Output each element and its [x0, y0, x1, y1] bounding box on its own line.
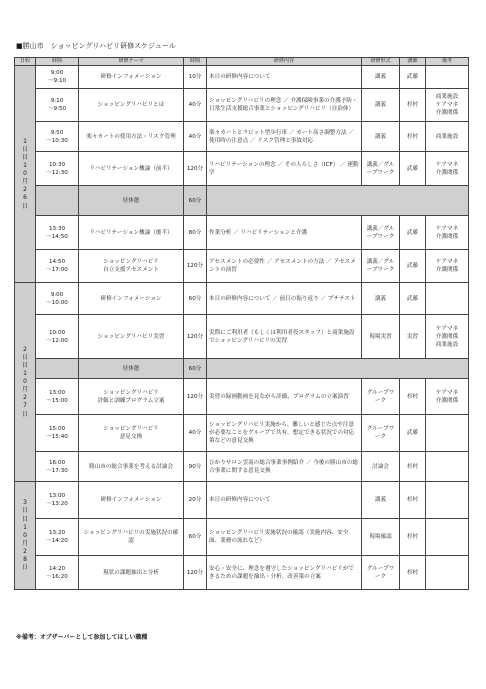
format-cell: 講義／グループワーク: [362, 216, 400, 250]
remarks-cell: 商業施設 ケアマネ 介護関係: [426, 89, 469, 122]
theme-cell: ショッピングリハビリとは: [79, 89, 184, 122]
lecturer-cell: 武藤: [400, 216, 426, 250]
break-row: [15, 359, 469, 379]
minutes-cell: 90分: [184, 452, 207, 482]
format-cell: 現場確認: [362, 519, 400, 556]
lecturer-cell: 杉村: [400, 482, 426, 519]
format-cell: 講義: [362, 482, 400, 519]
theme-cell: ショッピングリハビリ 意見交換: [79, 415, 184, 452]
content-cell: 本日の研修内容について: [207, 482, 362, 519]
header-minutes: 時間: [184, 58, 207, 66]
time-cell: 14:20 〜16:20: [36, 556, 79, 590]
day-label: 1 日 目 1 0 月 2 6 日: [15, 66, 36, 283]
day-label: 3 日 目 1 0 月 2 8 日: [15, 482, 36, 590]
time-cell: 10:30 〜12:30: [36, 152, 79, 186]
time-cell: [36, 186, 79, 216]
time-cell: 13:00 〜13:20: [36, 482, 79, 519]
content-cell: ショッピングリハビリ実施状況の確認（実施内容、安全面、業務の流れなど）: [207, 519, 362, 556]
theme-cell: 昼休憩: [79, 186, 184, 216]
content-cell: 本日の研修内容について: [207, 66, 362, 89]
minutes-cell: 120分: [184, 152, 207, 186]
content-cell: 本日の研修内容について ／ 前日の振り返り ／ プチテスト: [207, 283, 362, 315]
schedule-row: [15, 122, 469, 152]
header-day: 日程: [15, 58, 36, 66]
empty-cell: [207, 359, 469, 379]
content-cell: ショッピングリハビリの理念 ／ 介護保険事業の介護予防・日常生活支援総合事業とショッピングリハビリ（自治体）: [207, 89, 362, 122]
content-cell: ひかりサロン雲南の総合事業事例紹介 ／ 今後の勝山市の総合事業に関する意見交換: [207, 452, 362, 482]
remarks-cell: [426, 66, 469, 89]
minutes-cell: 40分: [184, 415, 207, 452]
time-cell: 16:00 〜17:30: [36, 452, 79, 482]
schedule-row: [15, 556, 469, 590]
theme-cell: ショッピングリハビリ 評価と訓練プログラム立案: [79, 379, 184, 415]
minutes-cell: 40分: [184, 89, 207, 122]
header-remarks: 備考: [426, 58, 469, 66]
theme-cell: ショッピングリハビリ 自立支援アセスメント: [79, 250, 184, 283]
schedule-row: [15, 250, 469, 283]
remarks-cell: [426, 452, 469, 482]
remarks-cell: [426, 556, 469, 590]
theme-cell: 研修インフォメーション: [79, 66, 184, 89]
remarks-cell: ケアマネ 介護関係: [426, 216, 469, 250]
theme-cell: ショッピングリハビリの実施状況の確認: [79, 519, 184, 556]
content-cell: リハビリテーションの理念 ／ その人らしさ（ICF） ／ 運動学: [207, 152, 362, 186]
content-cell: アセスメントの必要性 ／ アセスメントの方法 ／ アセスメントの演習: [207, 250, 362, 283]
lecturer-cell: 杉村: [400, 556, 426, 590]
time-cell: 10:00 〜12:00: [36, 315, 79, 359]
empty-cell: [207, 186, 469, 216]
time-cell: 9:10 〜9:50: [36, 89, 79, 122]
time-cell: 15:00 〜15:40: [36, 415, 79, 452]
format-cell: 講義／グループワーク: [362, 250, 400, 283]
minutes-cell: 60分: [184, 519, 207, 556]
lecturer-cell: 杉村: [400, 519, 426, 556]
footnote: ※備考：オブザーバーとして参加してほしい職種: [16, 634, 148, 641]
format-cell: グループワーク: [362, 556, 400, 590]
lecturer-cell: 杉村: [400, 122, 426, 152]
remarks-cell: [426, 519, 469, 556]
time-cell: 9:00 〜9:10: [36, 66, 79, 89]
format-cell: 講義: [362, 89, 400, 122]
remarks-cell: ケアマネ 介護関係 商業施設: [426, 315, 469, 359]
schedule-row: [15, 283, 469, 315]
format-cell: 講義: [362, 122, 400, 152]
schedule-row: [15, 519, 469, 556]
content-cell: 安心・安全に、理念を遵守したショッピングリハビリができるための課題を抽出・分析、改善策の立案: [207, 556, 362, 590]
format-cell: 講義／グループワーク: [362, 152, 400, 186]
time-cell: 13:00 〜15:00: [36, 379, 79, 415]
minutes-cell: 120分: [184, 315, 207, 359]
minutes-cell: 120分: [184, 250, 207, 283]
minutes-cell: 80分: [184, 216, 207, 250]
schedule-row: [15, 315, 469, 359]
lecturer-cell: 杉村: [400, 89, 426, 122]
remarks-cell: ケアマネ 介護関係: [426, 379, 469, 415]
minutes-cell: 20分: [184, 482, 207, 519]
time-cell: 9:00 〜10:00: [36, 283, 79, 315]
header-lecturer: 講師: [400, 58, 426, 66]
break-row: [15, 186, 469, 216]
remarks-cell: [426, 482, 469, 519]
schedule-row: [15, 415, 469, 452]
header-theme: 研修テーマ: [79, 58, 184, 66]
schedule-row: [15, 379, 469, 415]
schedule-row: [15, 452, 469, 482]
theme-cell: 楽々カートの使用方法・リスク管理: [79, 122, 184, 152]
format-cell: 現場実習: [362, 315, 400, 359]
theme-cell: リハビリテーション概論（前半）: [79, 152, 184, 186]
schedule-row: [15, 482, 469, 519]
lecturer-cell: 武藤: [400, 283, 426, 315]
remarks-cell: 商業施設: [426, 122, 469, 152]
header-format: 研修形式: [362, 58, 400, 66]
time-cell: [36, 359, 79, 379]
lecturer-cell: 杉村: [400, 452, 426, 482]
content-cell: 作業分析 ／ リハビリテーションと介護: [207, 216, 362, 250]
remarks-cell: [426, 283, 469, 315]
minutes-cell: 120分: [184, 379, 207, 415]
schedule-row: [15, 89, 469, 122]
lecturer-cell: 武藤: [400, 250, 426, 283]
minutes-cell: 60分: [184, 186, 207, 216]
lecturer-cell: 武藤: [400, 415, 426, 452]
minutes-cell: 40分: [184, 122, 207, 152]
header-content: 研修内容: [207, 58, 362, 66]
minutes-cell: 120分: [184, 556, 207, 590]
lecturer-cell: 実習: [400, 315, 426, 359]
time-cell: 13:20 〜14:20: [36, 519, 79, 556]
theme-cell: リハビリテーション概論（後半）: [79, 216, 184, 250]
schedule-row: [15, 216, 469, 250]
schedule-table: [14, 57, 469, 590]
remarks-cell: ケアマネ 介護関係: [426, 250, 469, 283]
time-cell: 9:50 〜10:30: [36, 122, 79, 152]
theme-cell: 研修インフォメーション: [79, 283, 184, 315]
theme-cell: 現状の課題抽出と分析: [79, 556, 184, 590]
page-title: ■勝山市 ショッピングリハビリ研修スケジュール: [16, 42, 176, 50]
header-row: [15, 58, 469, 66]
header-time: 時間: [36, 58, 79, 66]
theme-cell: 研修インフォメーション: [79, 482, 184, 519]
minutes-cell: 60分: [184, 359, 207, 379]
schedule-row: [15, 66, 469, 89]
day-label: 2 日 目 1 0 月 2 7 日: [15, 283, 36, 482]
content-cell: 楽々カートとラビット型歩行車 ／ カート高さ調整方法 ／ 使用時の注意点 ／ リスク管理と事故対応: [207, 122, 362, 152]
lecturer-cell: 武藤: [400, 66, 426, 89]
format-cell: 講義: [362, 283, 400, 315]
schedule-row: [15, 152, 469, 186]
schedule-body: [15, 66, 469, 590]
content-cell: 実際にご利用者（もしくは利用者役スタッフ）と商業施設でショッピングリハビリの実習: [207, 315, 362, 359]
remarks-cell: ケアマネ 介護関係: [426, 152, 469, 186]
theme-cell: ショッピングリハビリ実習: [79, 315, 184, 359]
minutes-cell: 60分: [184, 283, 207, 315]
format-cell: グループワーク: [362, 415, 400, 452]
theme-cell: 昼休憩: [79, 359, 184, 379]
format-cell: グループワーク: [362, 379, 400, 415]
content-cell: 実習の録画動画を見ながら評価、プログラムの立案演習: [207, 379, 362, 415]
time-cell: 14:50 〜17:00: [36, 250, 79, 283]
content-cell: ショッピングリハビリ実施から、難しいと感じた点や注意が必要なことをグループで共有、想定できる状況での対応策などの意見交換: [207, 415, 362, 452]
lecturer-cell: 武藤: [400, 152, 426, 186]
time-cell: 13:30 〜14:50: [36, 216, 79, 250]
lecturer-cell: 杉村: [400, 379, 426, 415]
remarks-cell: [426, 415, 469, 452]
theme-cell: 勝山市の総合事業を考える討論会: [79, 452, 184, 482]
format-cell: 講義: [362, 66, 400, 89]
format-cell: 討論会: [362, 452, 400, 482]
minutes-cell: 10分: [184, 66, 207, 89]
